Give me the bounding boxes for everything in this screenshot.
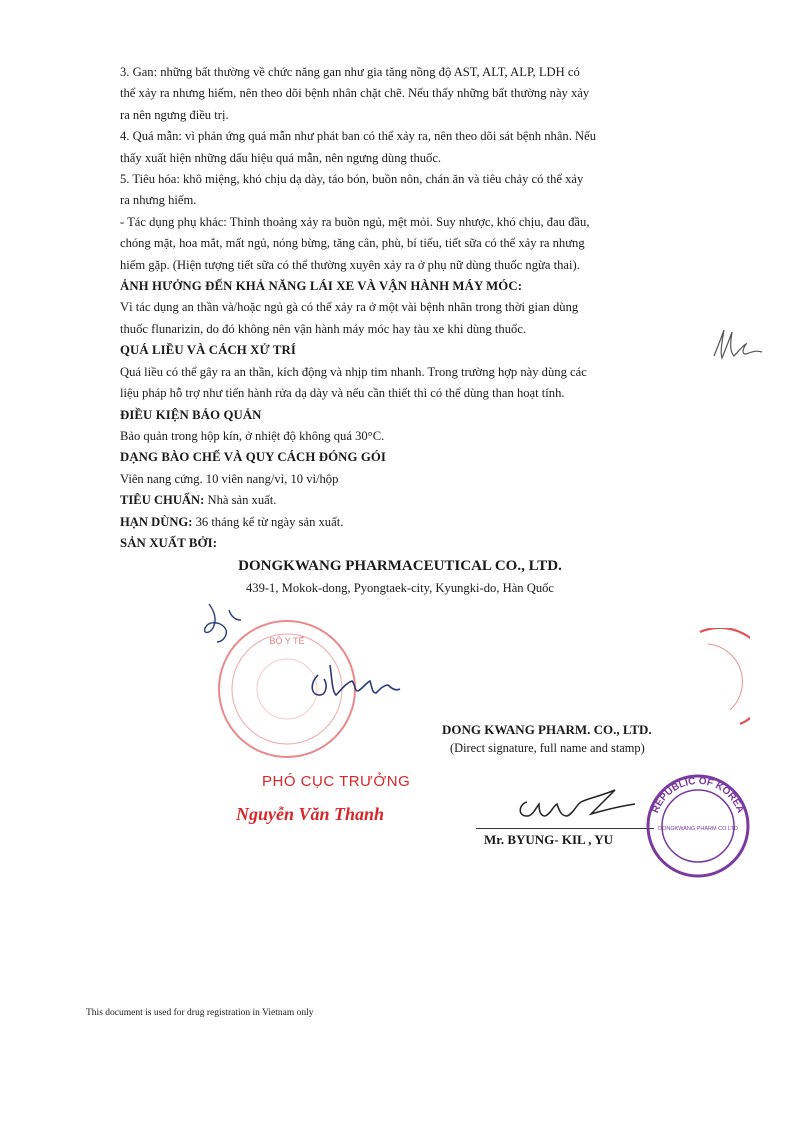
text-line: thấy xuất hiện những dấu hiệu quá mẫn, nên ngưng dùng thuốc. xyxy=(120,150,442,165)
ministry-stamp-text: BỘ Y TẾ xyxy=(269,636,305,646)
svg-text:REPUBLIC OF KOREA xyxy=(650,776,745,815)
text-line: thuốc flunarizin, do đó không nên vận hành máy móc hay tàu xe khi dùng thuốc. xyxy=(120,321,527,336)
manufacturer-address: 439-1, Mokok-dong, Pyongtaek-city, Kyungki-do, Hàn Quốc xyxy=(245,580,555,595)
section-heading-overdose: QUÁ LIỀU VÀ CÁCH XỬ TRÍ xyxy=(120,343,296,358)
signer-name: Mr. BYUNG- KIL , YU xyxy=(484,832,614,847)
text-line: Quá liều có thể gây ra an thần, kích động và nhịp tim nhanh. Trong trường hợp này dùng các xyxy=(120,364,587,379)
manufacturer-block xyxy=(120,556,680,599)
company-stamp xyxy=(642,770,754,882)
official-title: PHÓ CỤC TRƯỞNG xyxy=(262,773,411,790)
company-stamp-inner-text: DONGKWANG PHARM CO LTD xyxy=(658,826,738,832)
text-line: thể xảy ra nhưng hiếm, nên theo dõi bệnh nhân chặt chẽ. Nếu thấy những bất thường này xảy xyxy=(120,86,590,101)
text-line: - Tác dụng phụ khác: Thỉnh thoảng xảy ra buồn ngủ, mệt mỏi. Suy nhược, khó chịu, đau đầu, xyxy=(120,214,590,229)
official-name: Nguyễn Văn Thanh xyxy=(236,804,385,824)
official-signature xyxy=(300,655,420,705)
margin-initials-signature xyxy=(708,322,778,370)
manufacturer-name: DONGKWANG PHARMACEUTICAL CO., LTD. xyxy=(238,558,562,575)
partial-stamp-right xyxy=(690,628,750,728)
standard-value: Nhà sản xuất. xyxy=(204,493,277,508)
standard-line xyxy=(120,490,680,511)
section-heading-dosage-form: DẠNG BÀO CHẾ VÀ QUY CÁCH ĐÓNG GÓI xyxy=(120,450,387,465)
section-heading-manufacturer: SẢN XUẤT BỞI: xyxy=(120,535,218,550)
text-line: 5. Tiêu hóa: khô miệng, khó chịu dạ dày, táo bón, buồn nôn, chán ăn và tiêu chảy có thể xảy xyxy=(120,172,584,187)
section-heading-driving: ẢNH HƯỞNG ĐẾN KHẢ NĂNG LÁI XE VÀ VẬN HÀNH MÁY MÓC: xyxy=(120,279,523,294)
section-heading-storage: ĐIỀU KIỆN BẢO QUẢN xyxy=(120,407,262,422)
text-line: 4. Quá mẫn: vì phản ứng quá mẫn như phát ban có thể xảy ra, nên theo dõi sát bệnh nhân. Nếu xyxy=(120,129,596,144)
company-stamp-arc-text: REPUBLIC OF KOREA xyxy=(650,775,746,815)
text-line: hiếm gặp. (Hiện tượng tiết sữa có thể thường xuyên xảy ra ở phụ nữ dùng thuốc ngừa thai). xyxy=(120,257,580,272)
company-signature xyxy=(505,780,655,830)
expiry-label: HẠN DÙNG: xyxy=(120,514,193,529)
text-line: ra nhưng hiếm. xyxy=(120,193,197,208)
signature-company: DONG KWANG PHARM. CO., LTD. xyxy=(442,722,652,737)
text-line: liệu pháp hỗ trợ như tiến hành rửa dạ dày và nếu cần thiết thì có thể dùng than hoạt tính. xyxy=(120,386,565,401)
signature-note: (Direct signature, full name and stamp) xyxy=(450,741,645,755)
expiry-line xyxy=(120,512,680,533)
text-line: Vì tác dụng an thần và/hoặc ngủ gà có thể xảy ra ở một vài bệnh nhân trong thời gian dùng xyxy=(120,300,579,315)
standard-label: TIÊU CHUẨN: xyxy=(120,493,205,508)
footer-note: This document is used for drug registration in Vietnam only xyxy=(86,1008,314,1018)
leaflet-body xyxy=(120,62,680,599)
text-line: 3. Gan: những bất thường về chức năng gan như gia tăng nồng độ AST, ALT, ALP, LDH có xyxy=(120,65,580,79)
text-line: Bảo quản trong hộp kín, ở nhiệt độ không quá 30°C. xyxy=(120,428,385,443)
text-line: ra nên ngưng điều trị. xyxy=(120,107,229,122)
signature-line xyxy=(476,828,654,829)
expiry-value: 36 tháng kể từ ngày sản xuất. xyxy=(192,514,344,529)
text-line: Viên nang cứng. 10 viên nang/vỉ, 10 vỉ/hộp xyxy=(120,471,339,486)
text-line: chóng mặt, hoa mắt, mất ngủ, nóng bừng, tăng cân, phù, bí tiểu, tiết sữa có thể xảy ra nhưng xyxy=(120,236,585,251)
